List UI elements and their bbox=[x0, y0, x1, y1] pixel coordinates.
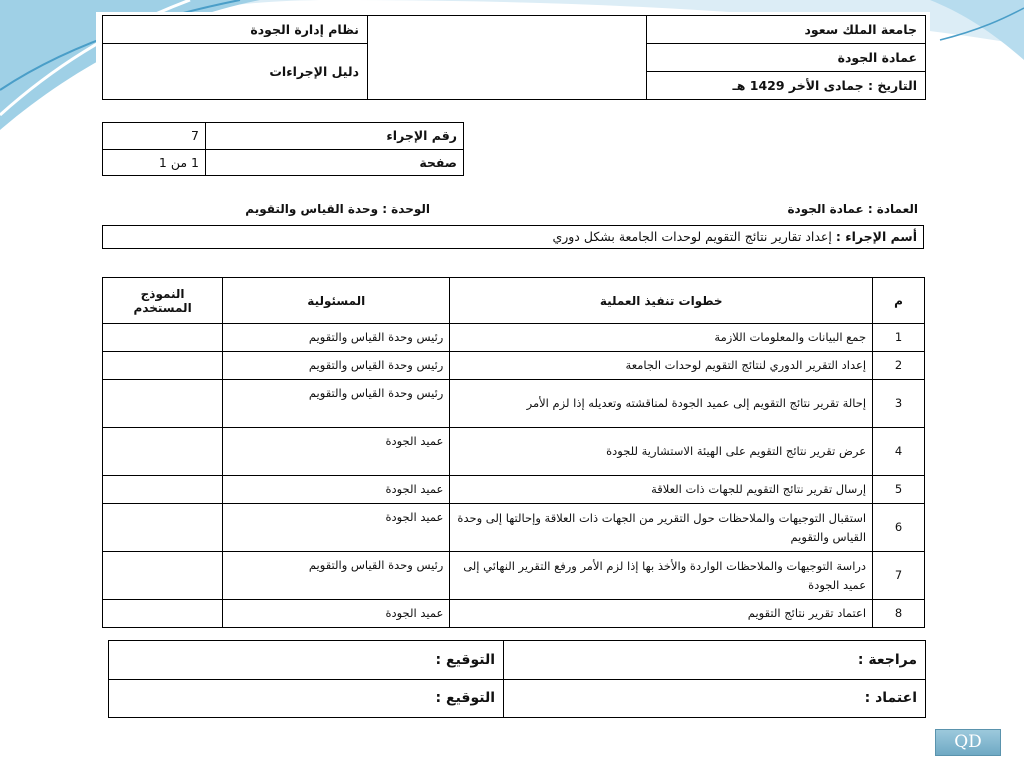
step-model bbox=[103, 552, 223, 600]
signature-table bbox=[108, 640, 926, 718]
step-model bbox=[103, 352, 223, 380]
step-model bbox=[103, 476, 223, 504]
document-page bbox=[96, 12, 930, 754]
column-header-number: م bbox=[873, 278, 925, 324]
header-logo-cell bbox=[368, 16, 647, 100]
procedure-number-table bbox=[102, 122, 464, 176]
approval-label: اعتماد : bbox=[504, 679, 926, 718]
deanship-line: العمادة : عمادة الجودة bbox=[787, 202, 918, 216]
table-row bbox=[103, 504, 925, 552]
step-text: عرض تقرير نتائج التقويم على الهيئة الاستشارية للجودة bbox=[450, 428, 873, 476]
step-responsibility: رئيس وحدة القياس والتقويم bbox=[223, 380, 450, 428]
step-number: 1 bbox=[873, 324, 925, 352]
column-header-steps: خطوات تنفيذ العملية bbox=[450, 278, 873, 324]
step-responsibility: عميد الجودة bbox=[223, 476, 450, 504]
step-model bbox=[103, 380, 223, 428]
table-row bbox=[103, 552, 925, 600]
step-text: إحالة تقرير نتائج التقويم إلى عميد الجودة لمناقشته وتعديله إذا لزم الأمر bbox=[450, 380, 873, 428]
table-row bbox=[103, 324, 925, 352]
step-number: 5 bbox=[873, 476, 925, 504]
review-label: مراجعة : bbox=[504, 641, 926, 680]
deanship-name: عمادة الجودة bbox=[647, 44, 926, 72]
step-number: 2 bbox=[873, 352, 925, 380]
table-row bbox=[103, 380, 925, 428]
step-text: إرسال تقرير نتائج التقويم للجهات ذات العلاقة bbox=[450, 476, 873, 504]
column-header-model: النموذج المستخدم bbox=[103, 278, 223, 324]
procedure-name-value: إعداد تقارير نتائج التقويم لوحدات الجامعة بشكل دوري bbox=[552, 229, 832, 244]
step-responsibility: عميد الجودة bbox=[223, 600, 450, 628]
step-responsibility: عميد الجودة bbox=[223, 428, 450, 476]
page-value: 1 من 1 bbox=[103, 149, 206, 176]
step-text: استقبال التوجيهات والملاحظات حول التقرير من الجهات ذات العلاقة وإحالتها إلى وحدة القياس والتقويم bbox=[450, 504, 873, 552]
step-model bbox=[103, 428, 223, 476]
table-row bbox=[103, 428, 925, 476]
step-number: 3 bbox=[873, 380, 925, 428]
step-responsibility: عميد الجودة bbox=[223, 504, 450, 552]
university-name: جامعة الملك سعود bbox=[647, 16, 926, 44]
step-responsibility: رئيس وحدة القياس والتقويم bbox=[223, 552, 450, 600]
table-row bbox=[103, 600, 925, 628]
column-header-responsibility: المسئولية bbox=[223, 278, 450, 324]
procedure-number-label: رقم الإجراء bbox=[206, 123, 464, 150]
process-steps-table bbox=[102, 277, 925, 628]
step-number: 8 bbox=[873, 600, 925, 628]
review-signature-label: التوقيع : bbox=[109, 641, 504, 680]
page-label: صفحة bbox=[206, 149, 464, 176]
step-responsibility: رئيس وحدة القياس والتقويم bbox=[223, 324, 450, 352]
approval-signature-label: التوقيع : bbox=[109, 679, 504, 718]
step-number: 4 bbox=[873, 428, 925, 476]
step-text: اعتماد تقرير نتائج التقويم bbox=[450, 600, 873, 628]
qd-logo: QD bbox=[935, 729, 1001, 756]
step-text: جمع البيانات والمعلومات اللازمة bbox=[450, 324, 873, 352]
procedure-number-value: 7 bbox=[103, 123, 206, 150]
step-model bbox=[103, 504, 223, 552]
unit-line: الوحدة : وحدة القياس والتقويم bbox=[245, 202, 430, 216]
table-row bbox=[103, 352, 925, 380]
document-header-table bbox=[102, 15, 926, 100]
step-number: 6 bbox=[873, 504, 925, 552]
step-number: 7 bbox=[873, 552, 925, 600]
document-date: التاريخ : جمادى الأخر 1429 هـ bbox=[647, 72, 926, 100]
step-text: إعداد التقرير الدوري لنتائج التقويم لوحدات الجامعة bbox=[450, 352, 873, 380]
step-model bbox=[103, 600, 223, 628]
procedure-name-label: أسم الإجراء : bbox=[835, 229, 917, 244]
procedures-manual-title: دليل الإجراءات bbox=[103, 44, 368, 100]
table-row bbox=[103, 476, 925, 504]
step-text: دراسة التوجيهات والملاحظات الواردة والأخذ بها إذا لزم الأمر ورفع التقرير النهائي إلى عميد الجودة bbox=[450, 552, 873, 600]
step-responsibility: رئيس وحدة القياس والتقويم bbox=[223, 352, 450, 380]
step-model bbox=[103, 324, 223, 352]
quality-system-title: نظام إدارة الجودة bbox=[103, 16, 368, 44]
procedure-name-box bbox=[102, 225, 924, 249]
